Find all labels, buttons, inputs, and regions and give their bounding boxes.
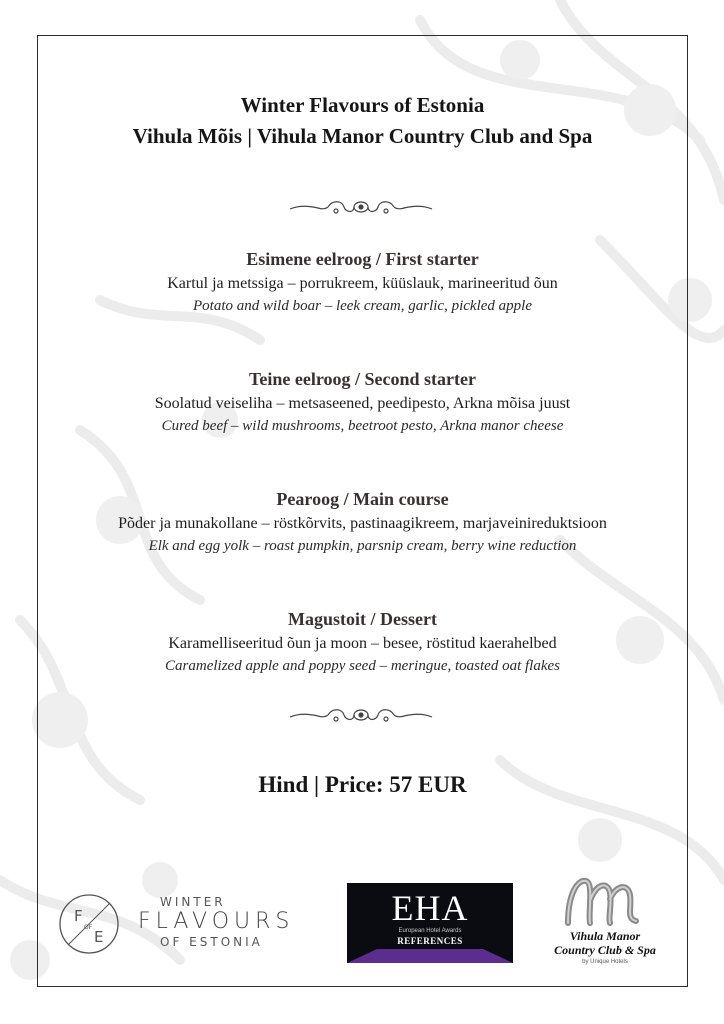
vihula-logo-subname: Country Club & Spa xyxy=(554,943,656,957)
course-description-estonian: Karamelliseeritud õun ja moon – besee, röstitud kaerahelbed xyxy=(168,635,557,652)
menu-subtitle: Vihula Mõis | Vihula Manor Country Club and Spa xyxy=(132,124,593,148)
wof-word-winter: WINTER xyxy=(160,895,226,909)
eha-logo-references: REFERENCES xyxy=(397,936,463,946)
course-description-english: Elk and egg yolk – roast pumpkin, parsnip cream, berry wine reduction xyxy=(148,538,577,554)
course-description-english: Caramelized apple and poppy seed – meringue, toasted oat flakes xyxy=(165,658,560,674)
menu-price: Hind | Price: 57 EUR xyxy=(258,772,467,797)
course-description-english: Potato and wild boar – leek cream, garlic, pickled apple xyxy=(193,298,532,314)
ornament-divider-top xyxy=(288,196,434,218)
course-description-english: Cured beef – wild mushrooms, beetroot pesto, Arkna manor cheese xyxy=(161,418,564,434)
vihula-manor-logo xyxy=(540,873,670,968)
eha-logo-letters: EHA xyxy=(391,888,469,928)
course-main xyxy=(37,487,688,558)
course-second-starter xyxy=(37,367,688,438)
course-first-starter xyxy=(37,247,688,318)
menu-title: Winter Flavours of Estonia xyxy=(240,93,485,117)
wof-letter-f: F xyxy=(74,907,83,925)
winter-flavours-logo xyxy=(58,893,328,957)
ornament-divider-bottom xyxy=(288,704,434,726)
eha-logo-tagline: European Hotel Awards xyxy=(398,928,462,934)
course-heading: Magustoit / Dessert xyxy=(288,609,437,629)
course-heading: Esimene eelroog / First starter xyxy=(246,249,479,269)
eha-purple-band xyxy=(347,943,513,963)
course-description-estonian: Põder ja munakollane – röstkõrvits, pastinaagikreem, marjaveinireduktsioon xyxy=(118,515,607,532)
course-description-estonian: Kartul ja metssiga – porrukreem, küüslauk, marineeritud õun xyxy=(167,275,558,292)
vihula-logo-byline: by Unique Hotels xyxy=(582,959,628,965)
wof-letter-e: E xyxy=(94,928,104,946)
course-description-estonian: Soolatud veiseliha – metsaseened, peedipesto, Arkna mõisa juust xyxy=(154,395,571,412)
course-heading: Teine eelroog / Second starter xyxy=(249,369,476,389)
wof-word-of-estonia: OF ESTONIA xyxy=(160,935,263,949)
wof-word-flavours: FLAVOURS xyxy=(138,909,295,934)
vihula-logo-name: Vihula Manor xyxy=(569,929,641,943)
course-heading: Pearoog / Main course xyxy=(276,489,449,509)
wof-circle-emblem-icon xyxy=(58,893,120,955)
wof-wordmark xyxy=(138,895,348,949)
vihula-m-monogram-icon xyxy=(558,873,644,928)
menu-title-block xyxy=(37,90,688,152)
eha-logo xyxy=(347,883,513,963)
course-dessert xyxy=(37,607,688,678)
wof-letters-of: OF xyxy=(84,924,93,931)
